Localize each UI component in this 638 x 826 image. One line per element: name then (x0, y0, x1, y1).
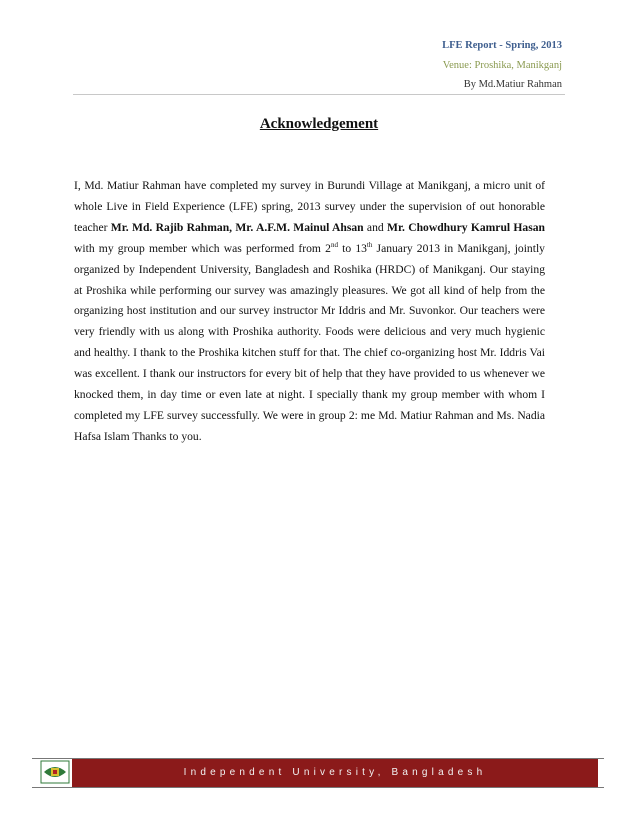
header-report-title: LFE Report - Spring, 2013 (442, 40, 562, 51)
body-text-4: January 2013 in Manikganj, jointly organized by Independent University, Bangladesh and Roshika (HRDC) of Manikganj. Our staying at Proshika while performing our survey was amazingly pleasures. We got all kind of help from the organizing host institution and our survey instructor Mr Iddris and Mr. Suvonkor. Our teachers were very friendly with us along with Proshika authority. Foods were delicious and very much hygienic and healthy. I thank to the Proshika kitchen stuff for that. The chief co-organizing host Mr. Iddris Vai was excellent. I thank our instructors for every bit of help that they have provided to us whenever we knocked them, in day time or even late at night. I specially thank my group member with whom I completed my LFE survey successfully. We were in group 2: me Md. Matiur Rahman and Ms. Nadia Hafsa Islam Thanks to you. (74, 241, 545, 443)
ordinal-th: th (366, 240, 373, 249)
university-logo-icon (40, 760, 70, 784)
header-divider (73, 94, 565, 95)
teachers-names-1: Mr. Md. Rajib Rahman, Mr. A.F.M. Mainul Ahsan (110, 220, 364, 234)
body-and: and (363, 220, 387, 234)
acknowledgement-paragraph (74, 176, 545, 448)
page-header (442, 36, 562, 95)
body-text-3: to 13 (337, 241, 367, 255)
body-text-2: with my group member which was performed from 2 (74, 241, 331, 255)
header-venue: Venue: Proshika, Manikganj (442, 59, 562, 71)
page-title: Acknowledgement (259, 116, 379, 132)
teachers-names-2: Mr. Chowdhury Kamrul Hasan (387, 220, 545, 234)
ordinal-nd: nd (330, 240, 338, 249)
footer-university-name: Independent University, Bangladesh (183, 767, 487, 778)
body-text-1: I, Md. Matiur Rahman have completed my survey in Burundi Village at Manikganj, a micro unit of whole Live in Field Experience (LFE) spring, 2013 survey under the supervision of out honorable teacher (74, 179, 545, 234)
header-author: By Md.Matiur Rahman (463, 79, 562, 90)
